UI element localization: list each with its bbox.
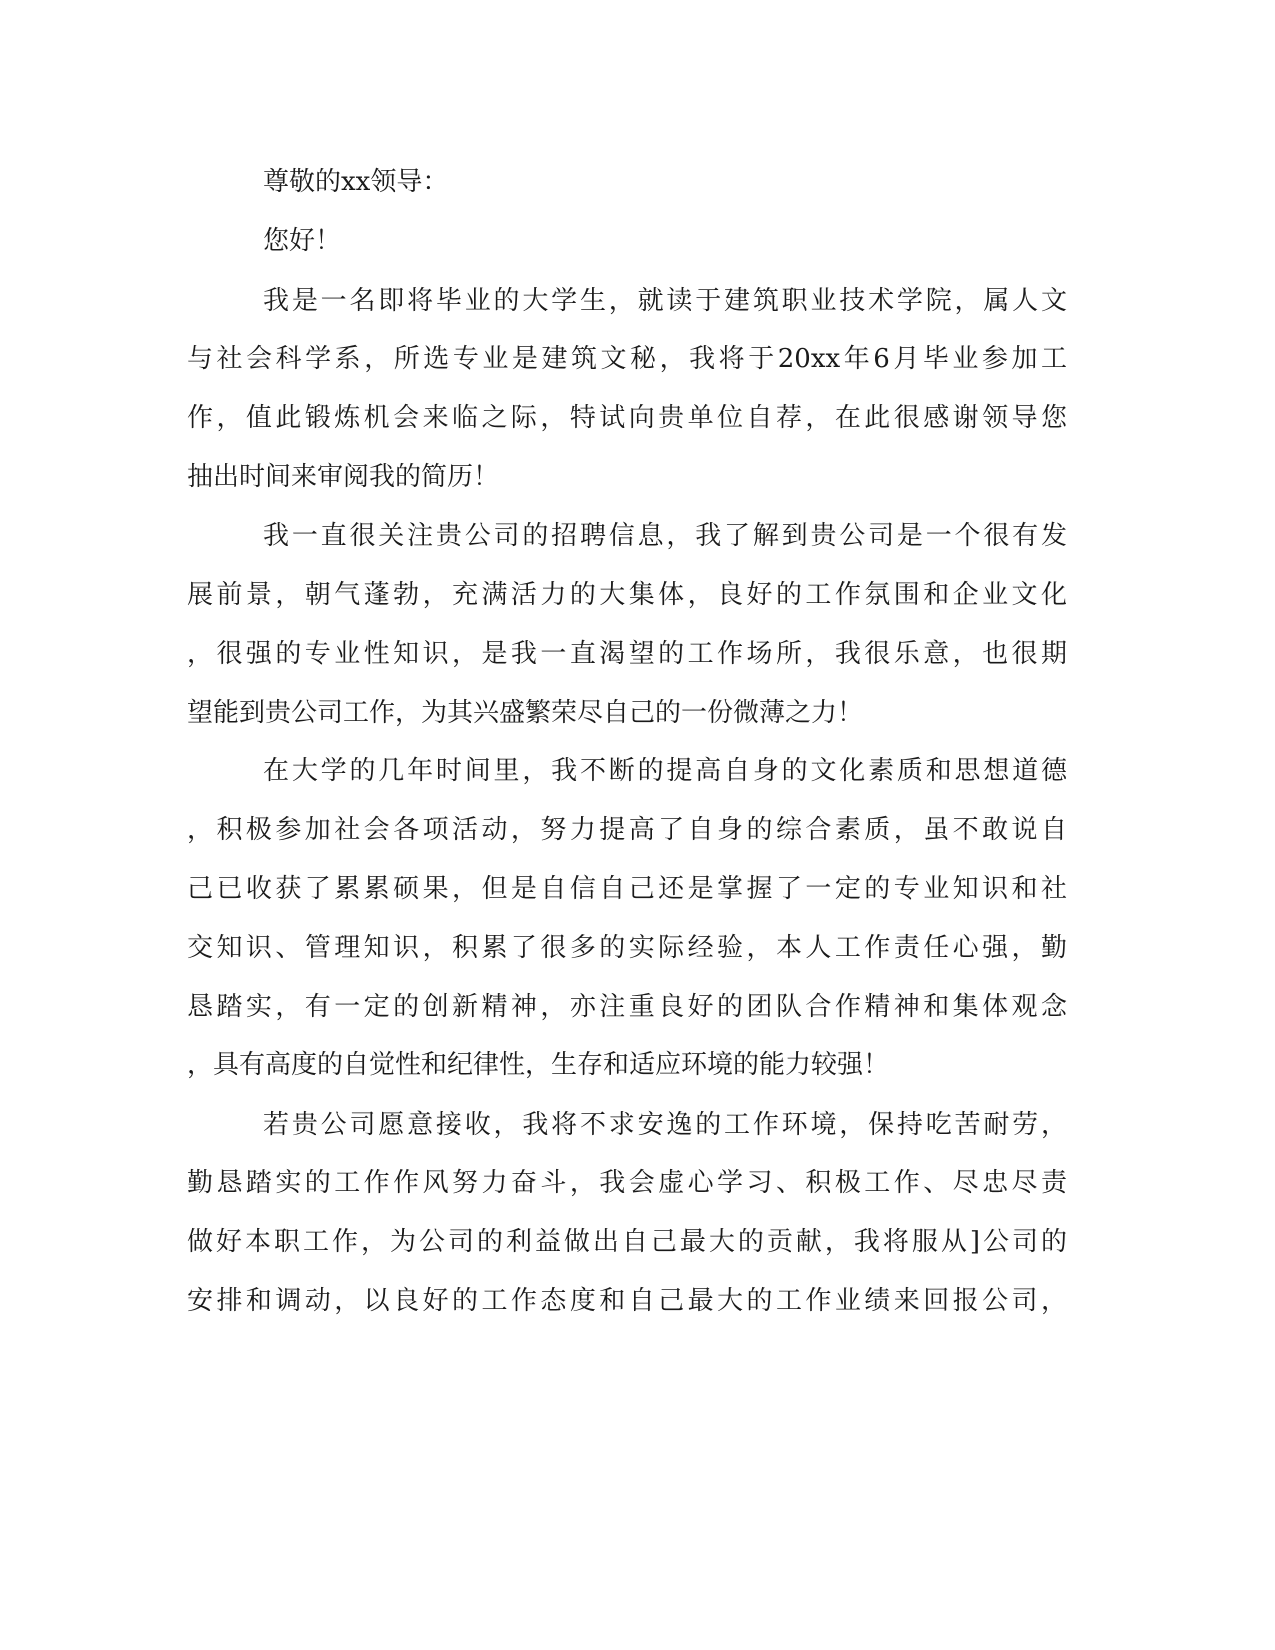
paragraph-1-line-3: 作，值此锻炼机会来临之际，特试向贵单位自荐，在此很感谢领导您: [187, 403, 1067, 433]
paragraph-2-line-1: 我一直很关注贵公司的招聘信息，我了解到贵公司是一个很有发: [263, 521, 1067, 551]
paragraph-1-line-1: 我是一名即将毕业的大学生，就读于建筑职业技术学院，属人文: [263, 286, 1067, 316]
paragraph-1-line-2: 与社会科学系，所选专业是建筑文秘，我将于20xx年6月毕业参加工: [187, 344, 1067, 374]
paragraph-3-line-2: ，积极参加社会各项活动，努力提高了自身的综合素质，虽不敢说自: [187, 815, 1067, 845]
paragraph-3-line-5: 恳踏实，有一定的创新精神，亦注重良好的团队合作精神和集体观念: [187, 992, 1067, 1022]
paragraph-4-line-2: 勤恳踏实的工作作风努力奋斗，我会虚心学习、积极工作、尽忠尽责: [187, 1168, 1067, 1198]
salutation-line: 尊敬的xx领导：: [263, 167, 449, 197]
greeting-line: 您好！: [263, 226, 342, 256]
paragraph-3-line-3: 己已收获了累累硕果，但是自信自己还是掌握了一定的专业知识和社: [187, 874, 1067, 904]
paragraph-3-line-1: 在大学的几年时间里，我不断的提高自身的文化素质和思想道德: [263, 756, 1067, 786]
paragraph-2-line-3: ，很强的专业性知识，是我一直渴望的工作场所，我很乐意，也很期: [187, 639, 1067, 669]
paragraph-2-line-4: 望能到贵公司工作，为其兴盛繁荣尽自己的一份微薄之力！: [187, 698, 864, 728]
paragraph-4-line-3: 做好本职工作，为公司的利益做出自己最大的贡献，我将服从]公司的: [187, 1227, 1067, 1257]
paragraph-2-line-2: 展前景，朝气蓬勃，充满活力的大集体，良好的工作氛围和企业文化: [187, 580, 1067, 610]
paragraph-4-line-1: 若贵公司愿意接收，我将不求安逸的工作环境，保持吃苦耐劳，: [263, 1110, 1067, 1140]
paragraph-3-line-4: 交知识、管理知识，积累了很多的实际经验，本人工作责任心强，勤: [187, 933, 1067, 963]
paragraph-3-line-6: ，具有高度的自觉性和纪律性，生存和适应环境的能力较强！: [187, 1050, 890, 1080]
paragraph-4-line-4: 安排和调动，以良好的工作态度和自己最大的工作业绩来回报公司，: [187, 1286, 1067, 1316]
paragraph-1-line-4: 抽出时间来审阅我的简历！: [187, 462, 500, 492]
